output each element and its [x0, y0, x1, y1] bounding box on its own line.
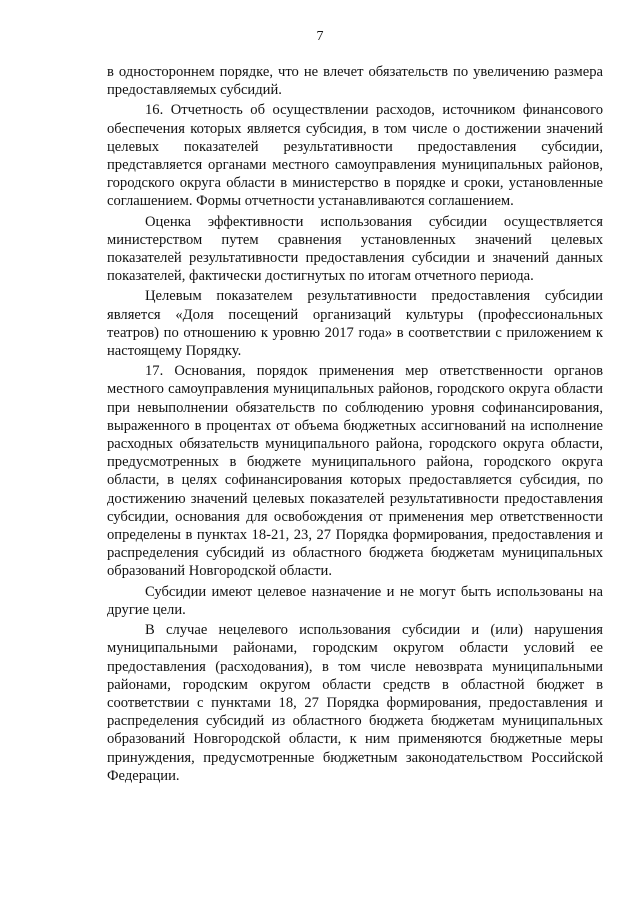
document-body [107, 63, 603, 787]
paragraph-continuation: в одностороннем порядке, что не влечет обязательств по увеличению размера предоставляемых субсидий. [107, 64, 603, 99]
paragraph-16-reporting: 16. Отчетность об осуществлении расходов, источником финансового обеспечения которых является субсидия, в том числе о достижении значений целевых показателей результативности предоставления субсидии, представляется органами местного самоуправления муниципальных районов, городского округа области в министерство в порядке и сроки, установленные соглашением. Формы отчетности устанавливаются соглашением. [107, 102, 603, 210]
page-number: 7 [316, 29, 324, 44]
paragraph-misuse-measures: В случае нецелевого использования субсидии и (или) нарушения муниципальными районами, городским округом области условий ее предоставления (расходования), в том числе невозврата муниципальными районами, городским округом области средств в областной бюджет в соответствии с пунктами 18, 27 Порядка формирования, предоставления и распределения субсидий из областного бюджета бюджетам муниципальных образований Новгородской области, к ним применяются бюджетные меры принуждения, предусмотренные бюджетным законодательством Российской Федерации. [107, 622, 603, 784]
paragraph-target-purpose: Субсидии имеют целевое назначение и не могут быть использованы на другие цели. [107, 583, 603, 618]
paragraph-target-indicator: Целевым показателем результативности предоставления субсидии является «Доля посещений организаций культуры (профессиональных театров) по отношению к уровню 2017 года» в соответствии с приложением к настоящему Порядку. [107, 288, 603, 360]
paragraph-effectiveness-evaluation: Оценка эффективности использования субсидии осуществляется министерством путем сравнения установленных значений целевых показателей результативности предоставления субсидии и значений данных показателей, фактически достигнутых по итогам отчетного периода. [107, 213, 603, 285]
paragraph-17-responsibility: 17. Основания, порядок применения мер ответственности органов местного самоуправления муниципальных районов, городского округа области при невыполнении обязательств по соблюдению уровня софинансирования, выраженного в процентах от объема бюджетных ассигнований на исполнение расходных обязательств муниципального района, городского округа области, предусмотренных в бюджете муниципального района, городского округа области, в целях софинансирования которых предоставляется субсидия, по достижению значений целевых показателей результативности предоставления субсидии, основания для освобождения от применения мер ответственности определены в пунктах 18-21, 23, 27 Порядка формирования, предоставления и распределения субсидий из областного бюджета бюджетам муниципальных образований Новгородской области. [107, 363, 603, 580]
